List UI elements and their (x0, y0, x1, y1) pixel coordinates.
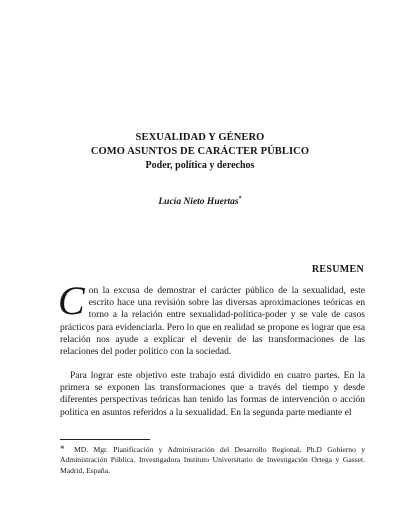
abstract-paragraph-2: Para lograr este objetivo este trabajo está dividido en cuatro partes. En la primera se exponen las transformaciones que a través del tiempo y desde diferentes perspectivas teóricas han tenido las formas de intervención o acción política en asuntos referidos a la sexualidad. En la segunda parte mediante el (60, 371, 365, 418)
footnote-text: MD. Mgr. Planificación y Administración del Desarrollo Regional, Ph.D Gobierno y Administración Pública. Investigadora Instituto Universitario de Investigación Ortega y Gasset. Madrid, España. (60, 445, 365, 475)
paragraph-1-text: on la excusa de demostrar el carácter público de la sexualidad, este escrito hace una revisión sobre las diversas aproximaciones teóricas en torno a la relación entre sexualidad-política-poder y se vale de casos prácticos para evidenciarla. Pero lo que en realidad se propone es lograr que esa relación nos ayude a explicar el devenir de las transformaciones de las relaciones del poder político con la sociedad. (60, 286, 365, 358)
footnote (60, 444, 365, 476)
abstract-paragraph-1 (58, 278, 365, 358)
title-line-1: SEXUALIDAD Y GÉNERO (135, 132, 265, 143)
author-footnote-mark: * (238, 196, 242, 202)
drop-cap: C (58, 278, 85, 323)
article-title (0, 131, 400, 172)
title-line-2: COMO ASUNTOS DE CARÁCTER PÚBLICO (90, 146, 310, 157)
footnote-mark: * (60, 444, 65, 454)
author-byline (0, 196, 400, 207)
section-heading-resumen: RESUMEN (311, 264, 364, 275)
author-name: Lucía Nieto Huertas (158, 197, 239, 208)
footnote-divider (60, 439, 150, 440)
article-subtitle: Poder, política y derechos (145, 160, 255, 171)
